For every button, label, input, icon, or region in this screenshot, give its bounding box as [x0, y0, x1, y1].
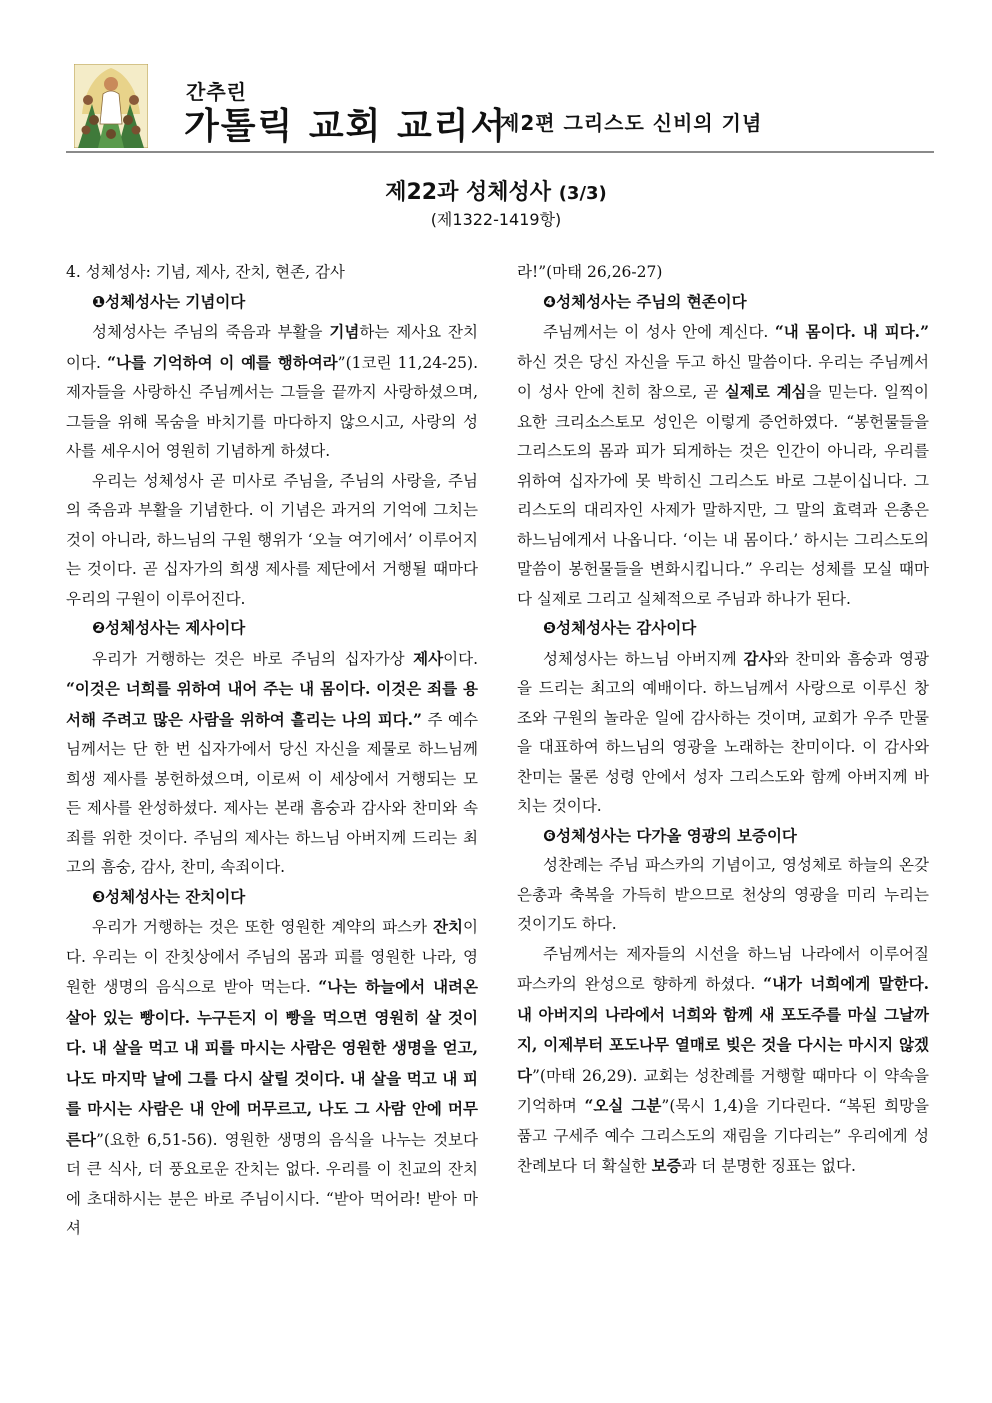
text-run: 하신 것은 당신 자신을 두고 하신 말씀이다. 우리는 주님께서 이 성사 안에 친히 참으로, 곧 — [517, 352, 929, 401]
paragraph — [517, 317, 929, 614]
emphasis: 기념 — [329, 322, 360, 341]
text-run: ”(묵시 1,4)을 기다린다. “복된 희망을 품고 구세주 예수 그리스도의 재림을 기다리는” 우리에게 성찬례보다 더 확실한 — [517, 1097, 929, 1175]
jesus-apostles-illustration-icon — [74, 64, 148, 148]
big-title: 가톨릭 교회 교리서 — [184, 106, 508, 147]
section-heading-presence: ❹성체성사는 주님의 현존이다 — [543, 292, 747, 311]
quote: “내 몸이다. 내 피다.” — [774, 322, 929, 341]
paragraph — [66, 912, 478, 1244]
text-run: 우리가 거행하는 것은 바로 주님의 십자가상 — [92, 649, 414, 668]
emphasis: 감사 — [743, 648, 774, 668]
section-subtitle: 제2편 그리스도 신비의 기념 — [500, 111, 763, 135]
header — [66, 62, 934, 152]
chapter-heading: 4. 성체성사: 기념, 제사, 잔치, 현존, 감사 — [66, 263, 345, 281]
section-heading-banquet: ❸성체성사는 잔치이다 — [92, 887, 246, 906]
quote: “오실 그분 — [584, 1096, 662, 1115]
quote: “이것은 너희를 위하여 내어 주는 내 몸이다. 이것은 죄를 용서해 주려고 많은 사람을 위하여 흘리는 나의 피다.” — [66, 679, 478, 729]
section-heading-memorial: ❶성체성사는 기념이다 — [92, 292, 246, 311]
header-divider — [66, 151, 934, 153]
text-run: 하는 제사요 잔치이다. — [66, 323, 478, 372]
right-column — [517, 258, 929, 1182]
text-run: 주님께서는 이 성사 안에 계신다. — [543, 323, 775, 341]
text-run: 우리가 거행하는 것은 또한 영원한 계약의 파스카 — [92, 918, 434, 936]
lesson-title-text: 제22과 성체성사 — [385, 180, 552, 205]
section-heading-thanksgiving: ❺성체성사는 감사이다 — [543, 619, 697, 637]
text-run: ”(요한 6,51-56). 영원한 생명의 음식을 나누는 것보다 더 큰 식사, 더 풍요로운 잔치는 없다. 우리를 이 친교의 잔치에 초대하시는 분은 바로 주님이시다. “받아 먹어라! 받아 마셔 — [66, 1130, 478, 1237]
paragraph — [66, 317, 478, 467]
paragraph — [517, 644, 929, 822]
paragraph: 우리는 성체성사 곧 미사로 주님을, 주님의 사랑을, 주님의 죽음과 부활을 기념한다. 이 기념은 과거의 기억에 그치는 것이 아니라, 하느님의 구원 행위가 ‘오늘 여기에서’ 이루어지는 것이다. 곧 십자가의 희생 제사를 제단에서 거행될 때마다 우리의 구원이 이루어진다. — [66, 471, 478, 608]
text-run: 이다. 우리는 이 잔칫상에서 주님의 몸과 피를 영원한 나라, 영원한 생명의 음식으로 받아 먹는다. — [66, 918, 478, 996]
quote: “나를 기억하여 이 예를 행하여라 — [107, 352, 338, 372]
emphasis: 실제로 계심 — [724, 382, 807, 401]
small-title: 간추린 — [186, 80, 247, 104]
text-run: ”(1코린 11,24-25). 제자들을 사랑하신 주님께서는 그들을 끝까지 사랑하셨으며, 그들을 위해 목숨을 바치기를 마다하지 않으시고, 사랑의 성사를 세우시어 영원히 기념하게 하셨다. — [66, 353, 478, 460]
paragraph: 성찬례는 주님 파스카의 기념이고, 영성체로 하늘의 온갖 은총과 축복을 가득히 받으므로 천상의 영광을 미리 누리는 것이기도 하다. — [517, 856, 929, 933]
left-column — [66, 258, 478, 1244]
text-run: 과 더 분명한 징표는 없다. — [681, 1157, 856, 1175]
text-run: 와 찬미와 흠숭과 영광을 드리는 최고의 예배이다. 하느님께서 사랑으로 이루신 창조와 구원의 놀라운 일에 감사하는 것이며, 교회가 우주 만물을 대표하여 하느님의 영광을 노래하는 찬미이다. 이 감사와 찬미는 물론 성령 안에서 성자 그리스도와 함께 아버지께 바치는 것이다. — [517, 649, 929, 815]
section-heading-pledge-of-glory: ❻성체성사는 다가올 영광의 보증이다 — [543, 826, 797, 845]
text-run: 을 믿는다. 일찍이 요한 크리소스토모 성인은 이렇게 증언하였다. “봉헌물들을 그리스도의 몸과 피가 되게하는 것은 인간이 아니라, 우리를 위하여 십자가에 못 박히신 그리스도 바로 그분이십니다. 그리스도의 대리자인 사제가 말하지만, 그 말의 효력과 은총은 하느님에게서 나옵니다. ‘이는 내 몸이다.’ 하시는 그리스도의 말씀이 봉헌물들을 변화시킵니다.” 우리는 성체를 모실 때마다 실제로 그리고 실체적으로 주님과 하나가 된다. — [517, 383, 929, 608]
emphasis: 제사 — [413, 648, 444, 668]
text-run: 성체성사는 주님의 죽음과 부활을 — [92, 323, 330, 341]
section-heading-sacrifice: ❷성체성사는 제사이다 — [92, 619, 246, 637]
text-run: ”(마태 26,29). 교회는 성찬례를 거행할 때마다 이 약속을 기억하며 — [517, 1066, 929, 1115]
paragraph — [66, 644, 478, 883]
quote: “나는 하늘에서 내려온 살아 있는 빵이다. 누구든지 이 빵을 먹으면 영원히 살 것이다. 내 살을 먹고 내 피를 마시는 사람은 영원한 생명을 얻고, 나도 마지막 날에 그를 다시 살릴 것이다. 내 살을 먹고 내 피를 마시는 사람은 내 안에 머무르고, 나도 그 사람 안에 머무른다 — [66, 977, 479, 1149]
paragraph-continued: 라!”(마태 26,26-27) — [517, 263, 663, 281]
text-run: 주님께서는 제자들의 시선을 하느님 나라에서 이루어질 파스카의 완성으로 향하게 하셨다. — [517, 944, 929, 993]
lesson-part: (3/3) — [558, 183, 607, 204]
lesson-title — [0, 175, 992, 206]
quote: “내가 너희에게 말한다. 내 아버지의 나라에서 너희와 함께 새 포도주를 마실 그날까지, 이제부터 포도나무 열매로 빚은 것을 다시는 마시지 않겠다 — [517, 974, 929, 1085]
paragraph — [517, 940, 929, 1182]
text-run: 주 예수님께서는 단 한 번 십자가에서 당신 자신을 제물로 하느님께 희생 제사를 봉헌하셨으며, 이로써 이 세상에서 거행되는 모든 제사를 완성하셨다. 제사는 본래 흠숭과 감사와 찬미와 속죄를 위한 것이다. 주님의 제사는 하느님 아버지께 드리는 최고의 흠숭, 감사, 찬미, 속죄이다. — [66, 710, 479, 876]
lesson-range: (제1322-1419항) — [430, 210, 562, 229]
emphasis: 보증 — [651, 1156, 682, 1175]
emphasis: 잔치 — [433, 917, 464, 936]
text-run: 이다. — [443, 649, 478, 668]
text-run: 성체성사는 하느님 아버지께 — [543, 649, 744, 668]
